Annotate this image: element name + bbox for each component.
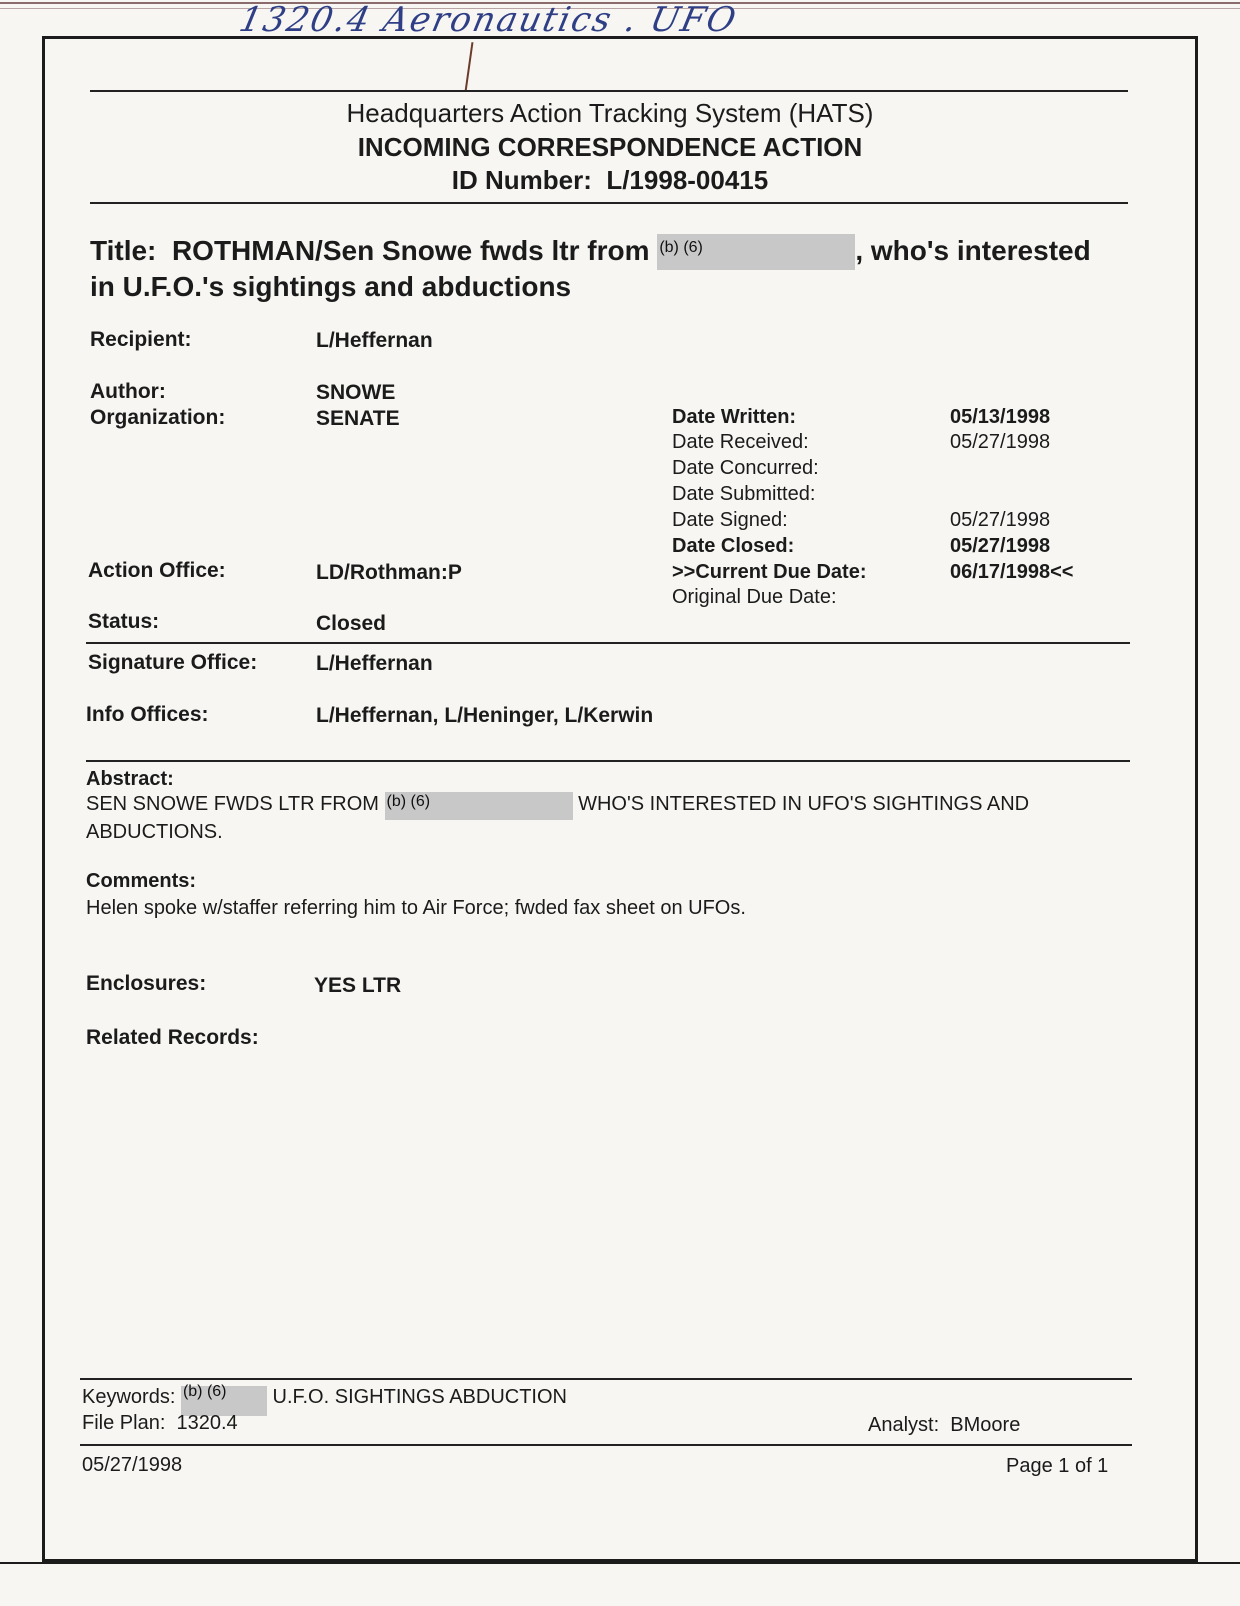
- redaction-tag: (b) (6): [659, 239, 703, 256]
- file-plan-value: 1320.4: [176, 1412, 238, 1434]
- abstract-text: [86, 792, 1126, 845]
- id-number: [90, 165, 1130, 196]
- record-title: [90, 234, 1120, 304]
- author-label: Author:: [90, 380, 166, 403]
- current-due-date-value: 06/17/1998<<: [950, 561, 1074, 583]
- abstract-label: Abstract:: [86, 768, 174, 790]
- date-written-label: Date Written:: [672, 406, 797, 428]
- form-title: INCOMING CORRESPONDENCE ACTION: [357, 132, 863, 162]
- date-concurred-label: Date Concurred:: [672, 457, 819, 479]
- organization-label: Organization:: [90, 406, 226, 429]
- recipient-value: L/Heffernan: [316, 329, 433, 352]
- enclosures-label: Enclosures:: [86, 972, 207, 995]
- date-signed-value: 05/27/1998: [950, 509, 1051, 531]
- file-plan: [82, 1412, 238, 1435]
- page-number: Page 1 of 1: [1006, 1455, 1109, 1477]
- offices-rule: [86, 760, 1130, 762]
- redaction-tag: (b) (6): [182, 1383, 227, 1400]
- date-closed-label: Date Closed:: [672, 535, 795, 557]
- handwritten-annotation: 1320.4 Aeronautics . UFO: [235, 0, 742, 40]
- date-written-value: 05/13/1998: [950, 406, 1051, 428]
- action-office-label: Action Office:: [88, 559, 226, 582]
- file-plan-label: File Plan:: [82, 1412, 166, 1434]
- header-top-rule: [90, 90, 1128, 92]
- abstract-text-line2: ABDUCTIONS.: [86, 821, 223, 843]
- abstract-redaction: [385, 792, 573, 820]
- id-label: ID Number:: [451, 165, 592, 195]
- status-label: Status:: [88, 610, 160, 633]
- enclosures-value: YES LTR: [314, 974, 402, 997]
- frame-bottom-edge: [0, 1562, 1240, 1564]
- status-value: Closed: [316, 612, 387, 635]
- author-value: SNOWE: [316, 381, 396, 404]
- action-office-value: LD/Rothman:P: [316, 561, 462, 584]
- signature-office-label: Signature Office:: [88, 651, 258, 674]
- original-due-date-label: Original Due Date:: [672, 586, 837, 608]
- title-redaction: [657, 234, 855, 270]
- keywords-value: U.F.O. SIGHTINGS ABDUCTION: [272, 1386, 567, 1408]
- title-label: Title:: [90, 235, 157, 266]
- footer-bottom-rule: [80, 1444, 1132, 1446]
- title-text-after: , who's interested in U.F.O.'s sightings and abductions: [90, 235, 1091, 302]
- info-offices-label: Info Offices:: [86, 703, 209, 726]
- date-signed-label: Date Signed:: [672, 509, 788, 531]
- comments-text: Helen spoke w/staffer referring him to Air Force; fwded fax sheet on UFOs.: [86, 897, 746, 919]
- status-rule: [86, 642, 1130, 644]
- id-value: L/1998-00415: [606, 165, 769, 195]
- organization-value: SENATE: [316, 407, 400, 430]
- analyst-value: BMoore: [950, 1414, 1021, 1436]
- header-bottom-rule: [90, 202, 1128, 204]
- keywords-label: Keywords:: [82, 1386, 176, 1408]
- system-name: Headquarters Action Tracking System (HATS): [346, 98, 874, 128]
- date-received-value: 05/27/1998: [950, 431, 1051, 453]
- date-submitted-label: Date Submitted:: [672, 483, 816, 505]
- footer-date: 05/27/1998: [82, 1454, 183, 1476]
- related-records-label: Related Records:: [86, 1026, 259, 1049]
- analyst-label: Analyst:: [868, 1414, 940, 1436]
- date-closed-value: 05/27/1998: [950, 535, 1051, 557]
- analyst: [868, 1414, 1020, 1437]
- abstract-text-before: SEN SNOWE FWDS LTR FROM: [86, 793, 379, 815]
- info-offices-value: L/Heffernan, L/Heninger, L/Kerwin: [316, 704, 654, 727]
- date-received-label: Date Received:: [672, 431, 809, 453]
- abstract-text-after: WHO'S INTERESTED IN UFO'S SIGHTINGS AND: [578, 793, 1030, 815]
- current-due-date-label: >>Current Due Date:: [672, 561, 867, 583]
- redaction-tag: (b) (6): [386, 793, 431, 810]
- title-text-before: ROTHMAN/Sen Snowe fwds ltr from: [171, 235, 650, 266]
- comments-label: Comments:: [86, 870, 197, 892]
- footer-top-rule: [80, 1378, 1132, 1380]
- recipient-label: Recipient:: [90, 328, 192, 351]
- signature-office-value: L/Heffernan: [316, 652, 433, 675]
